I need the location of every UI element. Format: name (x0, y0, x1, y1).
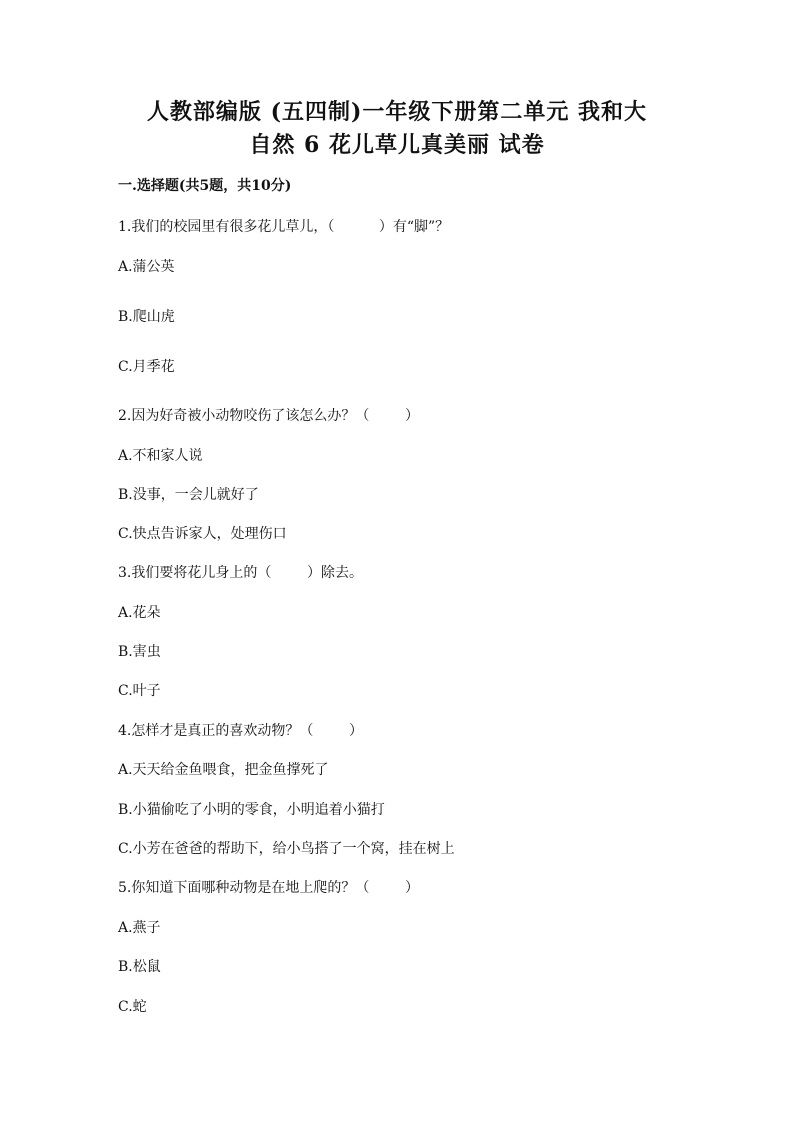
question-1-option-b: B.爬山虎 (118, 309, 175, 325)
question-2-option-b: B.没事，一会儿就好了 (118, 487, 259, 503)
question-5-option-a: A.燕子 (118, 920, 161, 936)
question-2-stem: 2.因为好奇被小动物咬伤了该怎么办？（ ） (118, 408, 419, 424)
question-1-option-c: C.月季花 (118, 359, 175, 375)
document-title-line-1: 人教部编版 (五四制)一年级下册第二单元 我和大 (146, 99, 648, 125)
question-1-option-a: A.蒲公英 (118, 259, 175, 275)
question-3-option-a: A.花朵 (118, 605, 161, 621)
question-2-option-a: A.不和家人说 (118, 448, 203, 464)
question-2-option-c: C.快点告诉家人，处理伤口 (118, 526, 287, 542)
section-heading: 一.选择题(共5题，共10分) (118, 178, 292, 194)
document-title-line-2: 自然 6 花儿草儿真美丽 试卷 (249, 132, 545, 158)
question-5-option-c: C.蛇 (118, 999, 147, 1015)
question-5-stem: 5.你知道下面哪种动物是在地上爬的？（ ） (118, 880, 419, 896)
question-4-option-a: A.天天给金鱼喂食，把金鱼撑死了 (118, 762, 329, 778)
question-3-option-c: C.叶子 (118, 683, 161, 699)
question-4-option-b: B.小猫偷吃了小明的零食，小明追着小猫打 (118, 802, 385, 818)
question-4-stem: 4.怎样才是真正的喜欢动物？（ ） (118, 723, 363, 739)
question-1-stem: 1.我们的校园里有很多花儿草儿，（ ）有“脚”？ (118, 219, 450, 235)
question-3-option-b: B.害虫 (118, 644, 161, 660)
question-5-option-b: B.松鼠 (118, 959, 161, 975)
question-4-option-c: C.小芳在爸爸的帮助下，给小鸟搭了一个窝，挂在树上 (118, 841, 455, 857)
question-3-stem: 3.我们要将花儿身上的（ ）除去。 (118, 565, 363, 581)
